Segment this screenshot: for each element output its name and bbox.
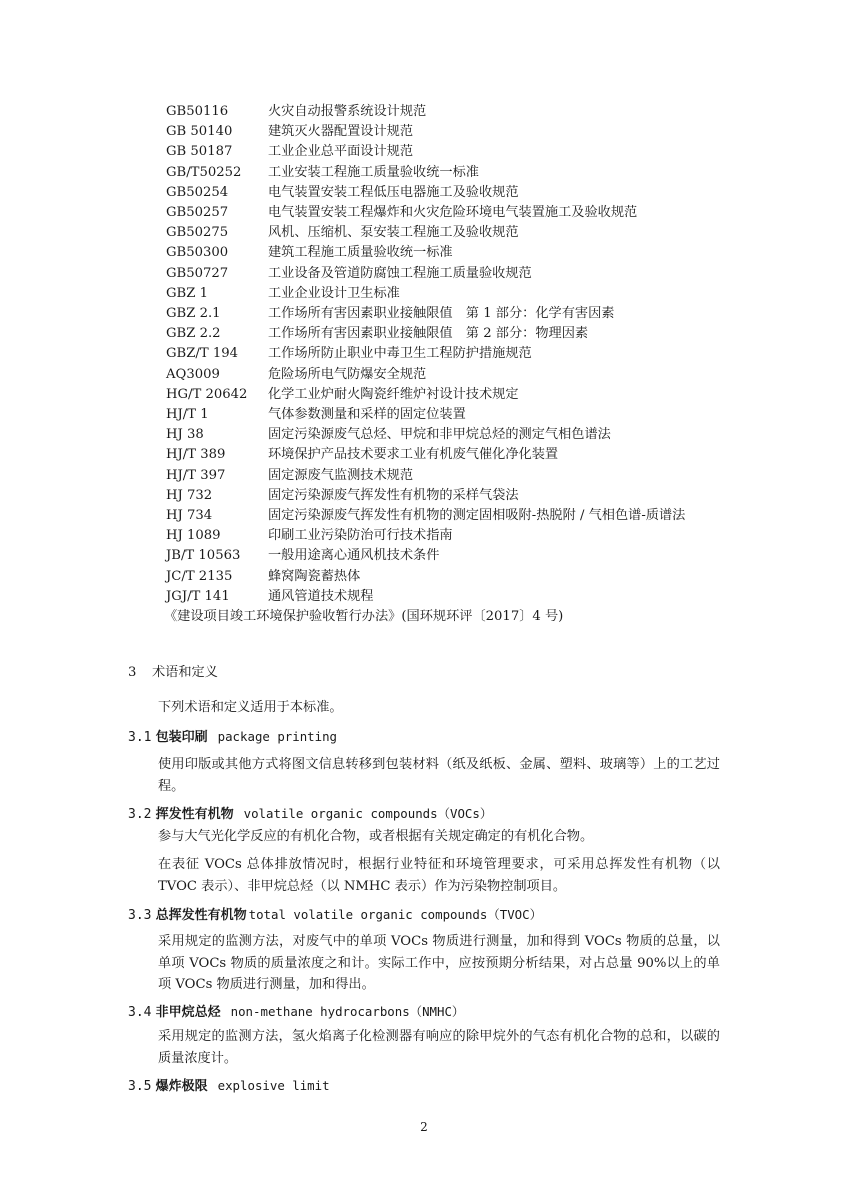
term-number: 3.1 (128, 730, 152, 745)
standard-title: 化学工业炉耐火陶瓷纤维炉衬设计技术规定 (268, 386, 519, 402)
standard-code: AQ3009 (166, 366, 220, 382)
standard-row (166, 546, 726, 566)
standard-row (166, 587, 726, 607)
standard-row (166, 486, 726, 506)
term-english: explosive limit (217, 1078, 330, 1093)
term-chinese: 包装印刷 (155, 730, 208, 745)
standard-title: 工业企业设计卫生标准 (268, 285, 400, 301)
standard-row (166, 142, 726, 162)
standard-title: 建筑工程施工质量验收统一标准 (268, 245, 453, 261)
standard-row (166, 385, 726, 405)
standard-code: HJ 734 (166, 508, 213, 524)
term-heading-3-1 (128, 727, 337, 748)
standard-title: 工作场所有害因素职业接触限值 第 2 部分：物理因素 (268, 326, 589, 342)
standards-note: 《建设项目竣工环境保护验收暂行办法》(国环规环评〔2017〕4 号) (164, 609, 564, 625)
section-intro: 下列术语和定义适用于本标准。 (158, 700, 343, 715)
standard-code: HJ/T 1 (166, 407, 209, 423)
standard-title: 固定污染源废气总烃、甲烷和非甲烷总烃的测定气相色谱法 (268, 427, 611, 443)
standard-row (166, 365, 726, 385)
standard-code: HJ/T 389 (166, 447, 226, 463)
standard-code: HJ/T 397 (166, 467, 226, 483)
standard-row (166, 203, 726, 223)
standard-row (166, 264, 726, 284)
term-heading-3-5 (128, 1076, 330, 1097)
standard-code: HJ 732 (166, 487, 213, 503)
standard-row (166, 445, 726, 465)
term-heading-3-3 (128, 905, 542, 926)
standard-title: 危险场所电气防爆安全规范 (268, 366, 427, 382)
term-definition: 采用规定的监测方法，氢火焰离子化检测器有响应的除甲烷外的气态有机化合物的总和，以碳的质量浓度计。 (158, 1029, 720, 1066)
standard-row (166, 567, 726, 587)
standard-title: 通风管道技术规程 (268, 588, 374, 604)
term-number: 3.3 (128, 908, 152, 923)
standard-title: 气体参数测量和采样的固定位装置 (268, 407, 466, 423)
standard-title: 电气装置安装工程低压电器施工及验收规范 (268, 184, 519, 200)
standard-row (166, 102, 726, 122)
standard-row (166, 304, 726, 324)
standard-code: GB50275 (166, 225, 229, 241)
standard-code: JGJ/T 141 (166, 588, 230, 604)
standard-code: GBZ 2.2 (166, 326, 221, 342)
standard-code: GBZ 2.1 (166, 306, 221, 322)
standard-row (166, 324, 726, 344)
standard-title: 固定污染源废气挥发性有机物的测定固相吸附-热脱附 / 气相色谱-质谱法 (268, 508, 686, 524)
standard-title: 印刷工业污染防治可行技术指南 (268, 528, 453, 544)
standard-row (166, 183, 726, 203)
standard-row (166, 223, 726, 243)
section-number: 3 (128, 665, 137, 680)
term-definition: 采用规定的监测方法，对废气中的单项 VOCs 物质进行测量，加和得到 VOCs 物质的总量，以单项 VOCs 物质的质量浓度之和计。实际工作中，应按预期分析结果，对占总量 90%以上的单项 VOCs 物质进行测量，加和得出。 (158, 934, 720, 992)
standard-code: GB50257 (166, 205, 229, 221)
standard-title: 建筑灭火器配置设计规范 (268, 124, 414, 140)
term-english: non-methane hydrocarbons（NMHC） (230, 1004, 465, 1019)
standard-title: 风机、压缩机、泵安装工程施工及验收规范 (268, 225, 519, 241)
standard-row (166, 243, 726, 263)
section-title: 术语和定义 (152, 665, 218, 680)
term-english: total volatile organic compounds（TVOC） (248, 907, 542, 922)
standard-title: 一般用途离心通风机技术条件 (268, 548, 440, 564)
standard-row (166, 163, 726, 183)
standard-code: GB 50187 (166, 144, 233, 160)
term-chinese: 非甲烷总烃 (155, 1005, 221, 1020)
standard-row (166, 506, 726, 526)
standard-title: 固定源废气监测技术规范 (268, 467, 414, 483)
term-chinese: 爆炸极限 (155, 1079, 208, 1094)
standard-title: 固定污染源废气挥发性有机物的采样气袋法 (268, 487, 519, 503)
standard-code: GB50727 (166, 265, 229, 281)
standard-code: HJ 1089 (166, 528, 221, 544)
standard-code: JC/T 2135 (166, 568, 233, 584)
term-heading-3-2 (128, 804, 492, 825)
standard-title: 环境保护产品技术要求工业有机废气催化净化装置 (268, 447, 559, 463)
term-definition: 在表征 VOCs 总体排放情况时，根据行业特征和环境管理要求，可采用总挥发性有机物（以 TVOC 表示）、非甲烷总烃（以 NMHC 表示）作为污染物控制项目。 (158, 857, 720, 894)
standard-row (166, 344, 726, 364)
standard-row (166, 466, 726, 486)
standard-code: GBZ 1 (166, 285, 208, 301)
standard-code: GBZ/T 194 (166, 346, 238, 362)
standard-row (166, 425, 726, 445)
standard-row (166, 122, 726, 142)
standard-title: 电气装置安装工程爆炸和火灾危险环境电气装置施工及验收规范 (268, 205, 638, 221)
term-number: 3.4 (128, 1005, 152, 1020)
standard-title: 工业安装工程施工质量验收统一标准 (268, 164, 479, 180)
standard-title: 工业企业总平面设计规范 (268, 144, 414, 160)
definition-text: 使用印版或其他方式将图文信息转移到包装材料（纸及纸板、金属、塑料、玻璃等）上的工艺过程。 (158, 757, 720, 794)
standard-row (166, 405, 726, 425)
standard-code: HG/T 20642 (166, 386, 248, 402)
term-definition (158, 754, 720, 797)
term-number: 3.5 (128, 1079, 152, 1094)
standard-code: GB/T50252 (166, 164, 242, 180)
standard-title: 火灾自动报警系统设计规范 (268, 104, 427, 119)
standard-code: GB50254 (166, 184, 229, 200)
standard-row (166, 526, 726, 546)
standard-title: 工作场所防止职业中毒卫生工程防护措施规范 (268, 346, 532, 362)
term-english: volatile organic compounds（VOCs） (243, 806, 493, 821)
normative-references-table (166, 102, 726, 627)
standard-row (166, 284, 726, 304)
term-number: 3.2 (128, 807, 152, 822)
term-chinese: 挥发性有机物 (155, 807, 234, 822)
section-heading (128, 663, 218, 683)
term-heading-3-4 (128, 1002, 464, 1023)
standard-title: 工作场所有害因素职业接触限值 第 1 部分：化学有害因素 (268, 306, 615, 322)
standard-code: JB/T 10563 (166, 548, 241, 564)
standard-code: HJ 38 (166, 427, 204, 443)
term-definition: 参与大气光化学反应的有机化合物，或者根据有关规定确定的有机化合物。 (158, 829, 594, 844)
standard-code: GB50300 (166, 245, 229, 261)
term-chinese: 总挥发性有机物 (155, 908, 247, 923)
page-number: 2 (420, 1120, 428, 1134)
standard-title: 工业设备及管道防腐蚀工程施工质量验收规范 (268, 265, 532, 281)
term-english: package printing (217, 729, 337, 744)
standard-code: GB50116 (166, 104, 229, 119)
standard-title: 蜂窝陶瓷蓄热体 (268, 568, 361, 584)
standard-code: GB 50140 (166, 124, 233, 140)
